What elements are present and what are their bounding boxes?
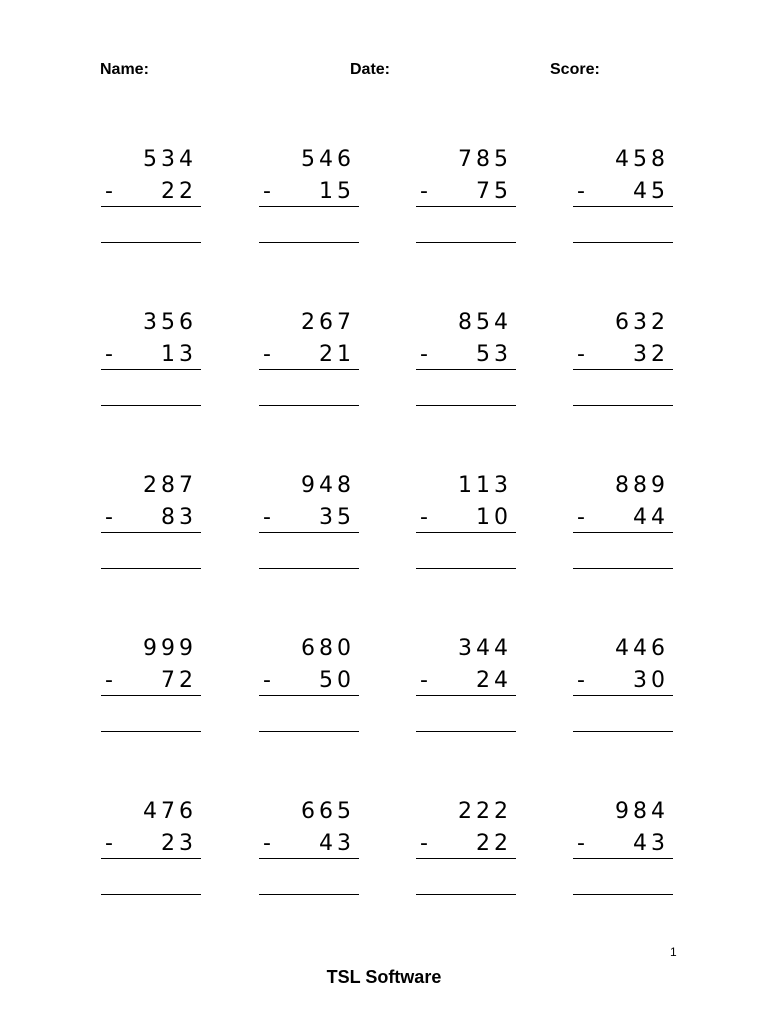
- answer-line[interactable]: [573, 405, 673, 406]
- subtraction-problem: [416, 798, 516, 898]
- minus-sign: -: [577, 505, 585, 530]
- date-label: Date:: [350, 61, 391, 78]
- answer-line[interactable]: [101, 405, 201, 406]
- minuend: 267: [301, 310, 355, 335]
- subtrahend: 13: [161, 342, 197, 367]
- operator-line: [259, 695, 359, 696]
- answer-line[interactable]: [573, 731, 673, 732]
- minus-sign: -: [577, 179, 585, 204]
- minus-sign: -: [105, 342, 113, 367]
- answer-line[interactable]: [259, 894, 359, 895]
- minuend: 665: [301, 799, 355, 824]
- minus-sign: -: [105, 831, 113, 856]
- answer-line[interactable]: [259, 405, 359, 406]
- minuend: 222: [458, 799, 512, 824]
- score-label: Score:: [550, 61, 600, 78]
- answer-line[interactable]: [416, 568, 516, 569]
- minus-sign: -: [105, 179, 113, 204]
- operator-line: [259, 369, 359, 370]
- minuend: 458: [615, 147, 669, 172]
- operator-line: [101, 858, 201, 859]
- operator-line: [259, 206, 359, 207]
- subtraction-problem: [573, 472, 673, 572]
- operator-line: [101, 695, 201, 696]
- minuend: 889: [615, 473, 669, 498]
- minuend: 356: [143, 310, 197, 335]
- subtrahend: 83: [161, 505, 197, 530]
- subtraction-problem: [101, 472, 201, 572]
- subtraction-problem: [259, 635, 359, 735]
- subtrahend: 35: [319, 505, 355, 530]
- subtrahend: 53: [476, 342, 512, 367]
- subtrahend: 15: [319, 179, 355, 204]
- minus-sign: -: [263, 179, 271, 204]
- answer-line[interactable]: [573, 568, 673, 569]
- subtrahend: 24: [476, 668, 512, 693]
- subtrahend: 75: [476, 179, 512, 204]
- subtrahend: 23: [161, 831, 197, 856]
- minuend: 984: [615, 799, 669, 824]
- minus-sign: -: [263, 505, 271, 530]
- subtrahend: 22: [161, 179, 197, 204]
- subtraction-problem: [259, 798, 359, 898]
- subtrahend: 45: [633, 179, 669, 204]
- subtraction-problem: [416, 309, 516, 409]
- operator-line: [573, 206, 673, 207]
- operator-line: [259, 858, 359, 859]
- operator-line: [573, 369, 673, 370]
- answer-line[interactable]: [101, 731, 201, 732]
- minus-sign: -: [577, 831, 585, 856]
- subtraction-problem: [573, 146, 673, 246]
- minus-sign: -: [577, 668, 585, 693]
- minuend: 854: [458, 310, 512, 335]
- answer-line[interactable]: [259, 242, 359, 243]
- answer-line[interactable]: [101, 568, 201, 569]
- minuend: 948: [301, 473, 355, 498]
- subtrahend: 21: [319, 342, 355, 367]
- subtrahend: 44: [633, 505, 669, 530]
- minus-sign: -: [105, 505, 113, 530]
- answer-line[interactable]: [259, 568, 359, 569]
- minus-sign: -: [105, 668, 113, 693]
- minuend: 113: [458, 473, 512, 498]
- operator-line: [259, 532, 359, 533]
- minuend: 534: [143, 147, 197, 172]
- operator-line: [416, 206, 516, 207]
- minuend: 344: [458, 636, 512, 661]
- operator-line: [416, 858, 516, 859]
- subtraction-problem: [101, 146, 201, 246]
- operator-line: [416, 695, 516, 696]
- minuend: 476: [143, 799, 197, 824]
- subtraction-problem: [101, 309, 201, 409]
- subtrahend: 72: [161, 668, 197, 693]
- answer-line[interactable]: [416, 405, 516, 406]
- minuend: 785: [458, 147, 512, 172]
- answer-line[interactable]: [573, 894, 673, 895]
- subtrahend: 43: [633, 831, 669, 856]
- subtrahend: 22: [476, 831, 512, 856]
- operator-line: [101, 369, 201, 370]
- minus-sign: -: [420, 668, 428, 693]
- operator-line: [573, 858, 673, 859]
- page-number: 1: [670, 945, 677, 959]
- subtraction-problem: [101, 798, 201, 898]
- subtraction-problem: [259, 309, 359, 409]
- subtrahend: 50: [319, 668, 355, 693]
- minus-sign: -: [420, 179, 428, 204]
- answer-line[interactable]: [101, 242, 201, 243]
- subtrahend: 32: [633, 342, 669, 367]
- minus-sign: -: [263, 342, 271, 367]
- name-label: Name:: [100, 61, 149, 78]
- subtrahend: 43: [319, 831, 355, 856]
- minus-sign: -: [263, 831, 271, 856]
- operator-line: [101, 206, 201, 207]
- subtrahend: 30: [633, 668, 669, 693]
- subtraction-problem: [259, 146, 359, 246]
- minus-sign: -: [420, 505, 428, 530]
- answer-line[interactable]: [101, 894, 201, 895]
- subtraction-problem: [573, 309, 673, 409]
- operator-line: [416, 532, 516, 533]
- subtraction-problem: [259, 472, 359, 572]
- subtrahend: 10: [476, 505, 512, 530]
- subtraction-problem: [573, 798, 673, 898]
- subtraction-problem: [416, 635, 516, 735]
- subtraction-problem: [573, 635, 673, 735]
- answer-line[interactable]: [416, 731, 516, 732]
- minuend: 287: [143, 473, 197, 498]
- minus-sign: -: [420, 342, 428, 367]
- minuend: 446: [615, 636, 669, 661]
- answer-line[interactable]: [573, 242, 673, 243]
- answer-line[interactable]: [416, 242, 516, 243]
- operator-line: [573, 695, 673, 696]
- footer-brand: TSL Software: [326, 967, 442, 987]
- operator-line: [573, 532, 673, 533]
- minuend: 999: [143, 636, 197, 661]
- minus-sign: -: [263, 668, 271, 693]
- operator-line: [416, 369, 516, 370]
- minuend: 546: [301, 147, 355, 172]
- subtraction-problem: [101, 635, 201, 735]
- minus-sign: -: [420, 831, 428, 856]
- subtraction-problem: [416, 472, 516, 572]
- operator-line: [101, 532, 201, 533]
- answer-line[interactable]: [416, 894, 516, 895]
- minuend: 632: [615, 310, 669, 335]
- minus-sign: -: [577, 342, 585, 367]
- subtraction-problem: [416, 146, 516, 246]
- minuend: 680: [301, 636, 355, 661]
- answer-line[interactable]: [259, 731, 359, 732]
